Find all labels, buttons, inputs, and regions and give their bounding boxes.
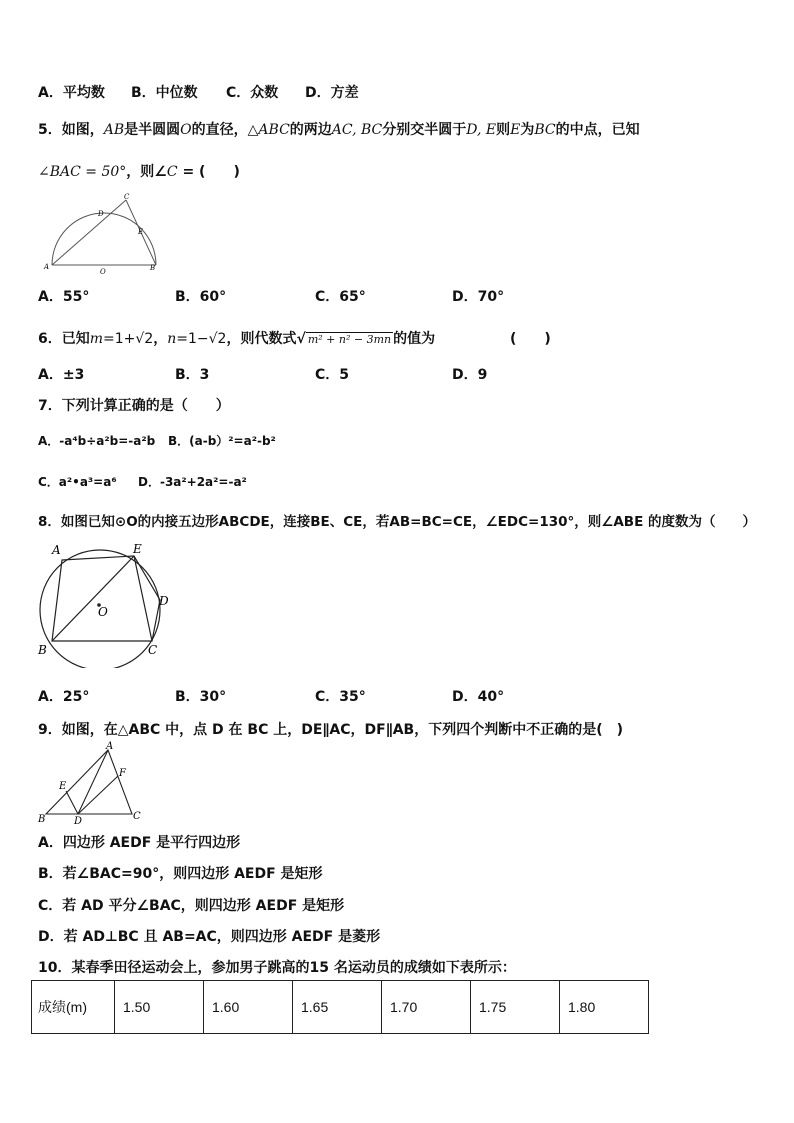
q7-option-a: A．-a⁴b÷a²b=-a²b <box>38 434 156 448</box>
q9-triangle-figure <box>34 738 154 826</box>
q10-table-cell: 1.75 <box>471 981 560 1034</box>
q9-option-c: C．若 AD 平分∠BAC，则四边形 AEDF 是矩形 <box>38 898 345 914</box>
q10-stem: 10．某春季田径运动会上，参加男子跳高的15 名运动员的成绩如下表所示： <box>38 960 516 976</box>
q5-stem-line1: 5．如图，AB是半圆圆O的直径，△ABC的两边AC, BC分别交半圆于D, E则E为BC的中点，已知 <box>38 122 640 138</box>
q6-option-c: C．5 <box>315 367 350 383</box>
q5-option-a: A．55° <box>38 289 90 305</box>
q7-option-c: C．a²•a³=a⁶ <box>38 475 117 489</box>
q9-label-a: A <box>106 741 114 752</box>
q9-label-c: C <box>133 811 141 822</box>
q10-table-cell: 1.60 <box>204 981 293 1034</box>
q8-option-c: C．35° <box>315 689 366 705</box>
q10-table-cell: 1.50 <box>115 981 204 1034</box>
q9-label-d: D <box>74 816 83 826</box>
q8-option-b: B．30° <box>175 689 227 705</box>
q5-label-d: D <box>98 210 104 218</box>
q10-table-cell: 1.80 <box>560 981 649 1034</box>
q5-label-e: E <box>138 228 144 236</box>
q8-label-c: C <box>148 643 158 657</box>
q6-option-b: B．3 <box>175 367 210 383</box>
q8-label-d: D <box>159 594 169 608</box>
q7-stem: 7．下列计算正确的是（ ） <box>38 398 230 414</box>
q4-option-d: D．方差 <box>305 85 359 101</box>
q9-option-b: B．若∠BAC=90°，则四边形 AEDF 是矩形 <box>38 866 323 882</box>
q5-option-c: C．65° <box>315 289 366 305</box>
q5-stem-line2: ∠BAC = 50°，则∠C = ( ) <box>38 164 240 180</box>
q4-option-b: B．中位数 <box>131 85 198 101</box>
q8-stem: 8．如图已知⊙O的内接五边形ABCDE，连接BE、CE，若AB=BC=CE，∠EDC=130°，则∠ABE 的度数为（ ） <box>38 514 757 530</box>
q5-semicircle-figure <box>38 190 168 278</box>
q7-option-b: B．(a-b）²=a²-b² <box>168 434 276 448</box>
q9-label-e: E <box>59 781 67 792</box>
q10-table-cell: 1.70 <box>382 981 471 1034</box>
q5-label-a: A <box>44 263 50 271</box>
q6-radicand: m² + n² − 3mn <box>307 333 392 346</box>
q9-label-f: F <box>119 768 126 779</box>
q5-label-c: C <box>124 193 130 201</box>
q8-circle-figure <box>32 538 177 668</box>
q8-option-d: D．40° <box>452 689 505 705</box>
q8-label-a: A <box>52 543 61 557</box>
q5-option-d: D．70° <box>452 289 505 305</box>
table-row <box>32 981 649 1034</box>
q6-option-a: A．±3 <box>38 367 85 383</box>
q6-stem: 6．已知m=1+√2，n=1−√2，则代数式√ m² + n² − 3mn 的值为 <box>38 331 436 347</box>
q4-option-a: A．平均数 <box>38 85 105 101</box>
q8-option-a: A．25° <box>38 689 90 705</box>
q5-option-b: B．60° <box>175 289 227 305</box>
q6-option-d: D．9 <box>452 367 488 383</box>
q9-option-d: D．若 AD⊥BC 且 AB=AC，则四边形 AEDF 是菱形 <box>38 929 381 945</box>
q8-label-b: B <box>38 643 47 657</box>
q8-label-e: E <box>133 542 142 556</box>
q10-results-table <box>31 980 649 1034</box>
q5-label-b: B <box>150 264 156 272</box>
q8-label-o: O <box>98 605 108 619</box>
q9-option-a: A．四边形 AEDF 是平行四边形 <box>38 835 241 851</box>
q10-table-header: 成绩(m) <box>32 981 115 1034</box>
q4-option-c: C．众数 <box>226 85 279 101</box>
q9-label-b: B <box>38 814 46 825</box>
q7-option-d: D．-3a²+2a²=-a² <box>138 475 247 489</box>
q6-answer-paren: ( ) <box>510 331 551 347</box>
q9-stem: 9．如图，在△ABC 中，点 D 在 BC 上，DE∥AC，DF∥AB，下列四个判断中不正确的是( ) <box>38 722 624 738</box>
q5-label-o: O <box>100 268 106 276</box>
q10-table-cell: 1.65 <box>293 981 382 1034</box>
